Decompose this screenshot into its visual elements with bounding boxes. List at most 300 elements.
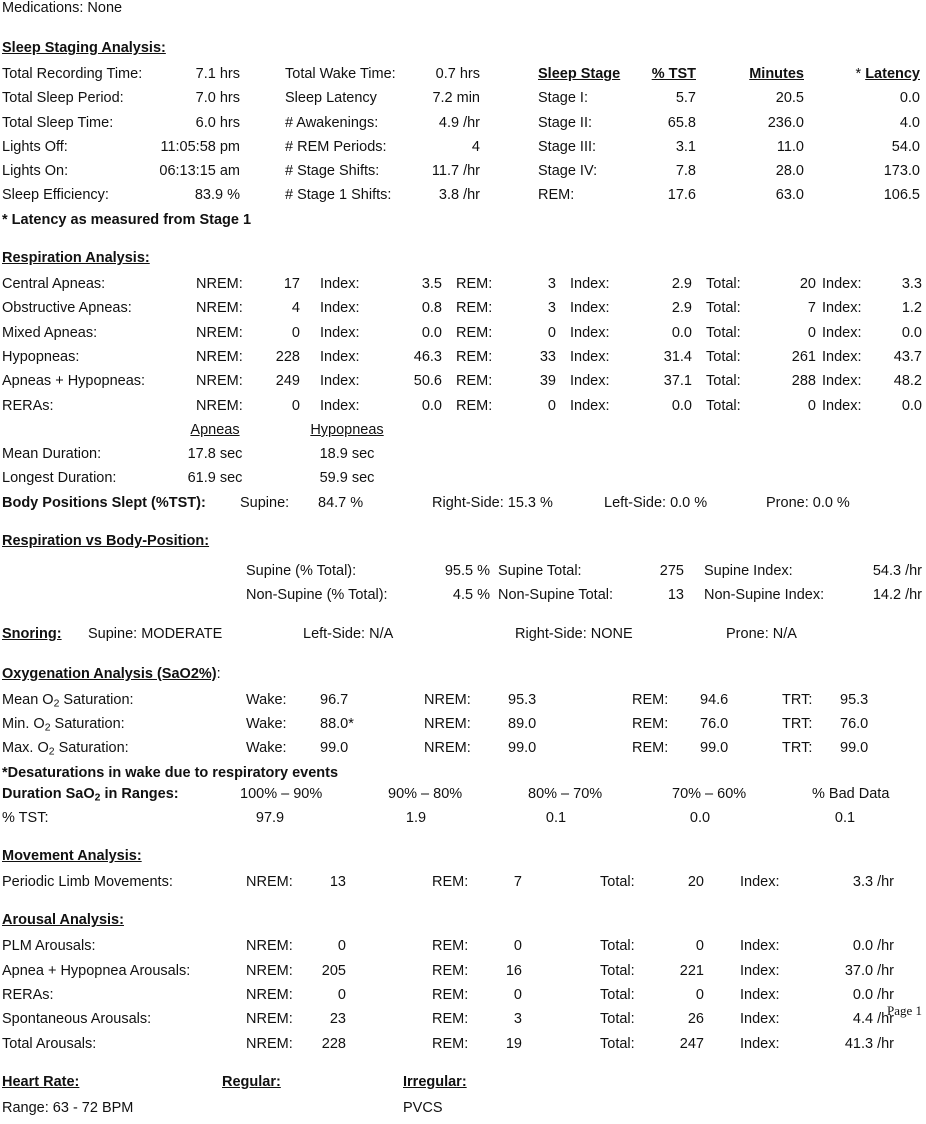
oxygenation-row: [0, 740, 926, 764]
medications-row: [0, 0, 926, 26]
stage-name: Stage II:: [538, 114, 593, 131]
resp-vs-body-row: [0, 587, 926, 611]
trt-label: TRT:: [782, 740, 813, 757]
total-sleep-time-label: Total Sleep Time:: [2, 114, 114, 131]
spacer: [0, 834, 926, 848]
total-label: Total:: [600, 938, 635, 955]
total-label: Total:: [706, 276, 741, 293]
respiration-event-name: Apneas + Hypopneas:: [2, 373, 146, 390]
rem-count: 33: [539, 348, 556, 365]
sleep-staging-heading-row: [0, 40, 926, 66]
max-o2-rem: 99.0: [700, 740, 729, 757]
stage-shifts-label: # Stage Shifts:: [285, 163, 380, 180]
stage-1-shifts-label: # Stage 1 Shifts:: [285, 187, 392, 204]
non-supine-index-value: 14.2 /hr: [872, 587, 922, 604]
arousal-name: Total Arousals:: [2, 1035, 97, 1052]
stage-name: Stage III:: [538, 138, 597, 155]
minutes-header: Minutes: [749, 66, 804, 82]
snoring-row: [0, 626, 926, 656]
total-label: Total:: [600, 1011, 635, 1028]
total-count: 261: [791, 348, 816, 365]
rem-count: 39: [539, 373, 556, 390]
arousal-name: RERAs:: [2, 987, 54, 1004]
supine-index-value: 54.3 /hr: [872, 563, 922, 580]
sao2-tst-value: 0.0: [689, 809, 711, 826]
non-supine-total-label: Non-Supine Total:: [498, 587, 614, 604]
stage-minutes: 20.5: [775, 90, 804, 107]
sao2-ranges-label: [2, 786, 179, 803]
stage-name: Stage I:: [538, 90, 588, 107]
non-supine-pct-value: 4.5 %: [452, 587, 490, 604]
index-label: Index:: [822, 276, 862, 293]
irregular-heading: Irregular:: [403, 1073, 467, 1090]
sleep-staging-row: [0, 187, 926, 211]
pct-tst-header: % TST: [651, 66, 696, 82]
regular-heading: Regular:: [222, 1073, 281, 1090]
index-label: Index:: [740, 938, 780, 955]
snoring-supine: Supine: MODERATE: [88, 625, 223, 642]
body-positions-left-side: Left-Side: 0.0 %: [604, 494, 708, 511]
min-o2-rem: 76.0: [700, 715, 729, 732]
nrem-index: 46.3: [413, 348, 442, 365]
respiration-event-name: Mixed Apneas:: [2, 324, 98, 341]
max-o2-trt: 99.0: [840, 740, 869, 757]
nrem-label: NREM:: [246, 874, 293, 891]
total-count: 20: [799, 276, 816, 293]
respiration-heading-row: [0, 250, 926, 276]
arousal-nrem: 23: [329, 1011, 346, 1028]
rem-label: REM:: [456, 397, 493, 414]
rem-label: REM:: [432, 1011, 469, 1028]
nrem-label: NREM:: [196, 397, 243, 414]
mean-o2-label-post: Saturation:: [59, 691, 134, 708]
arousal-rem: 19: [505, 1035, 522, 1052]
longest-duration-label: Longest Duration:: [2, 470, 117, 487]
trt-label: TRT:: [782, 715, 813, 732]
stage-pct-tst: 3.1: [675, 138, 696, 155]
rem-label: REM:: [632, 740, 669, 757]
total-sleep-period-label: Total Sleep Period:: [2, 90, 124, 107]
resp-vs-body-heading: Respiration vs Body-Position:: [2, 533, 210, 550]
awakenings-value: 4.9 /hr: [438, 114, 480, 131]
index-label: Index:: [740, 1035, 780, 1052]
resp-vs-body-heading-row: [0, 533, 926, 563]
index-label: Index:: [320, 348, 360, 365]
spacer: [0, 236, 926, 250]
rem-label: REM:: [456, 276, 493, 293]
mean-o2-label-sub: 2: [53, 697, 60, 709]
stage-minutes: 236.0: [767, 114, 804, 131]
nrem-count: 4: [291, 300, 300, 317]
arousal-rem: 16: [505, 962, 522, 979]
total-index: 3.3: [901, 276, 922, 293]
apneas-header: Apneas: [190, 421, 240, 438]
non-supine-pct-label: Non-Supine (% Total):: [246, 587, 388, 604]
min-o2-label-sub: 2: [44, 722, 51, 734]
total-index: 48.2: [893, 373, 922, 390]
total-sleep-period-value: 7.0 hrs: [195, 90, 240, 107]
index-label: Index:: [740, 987, 780, 1004]
arousal-index: 41.3 /hr: [844, 1035, 894, 1052]
oxygenation-heading-row: [0, 666, 926, 692]
spacer: [0, 1060, 926, 1074]
body-positions-right-side: Right-Side: 15.3 %: [432, 494, 553, 511]
heart-rate-heading-row: [0, 1074, 926, 1100]
stage-minutes: 28.0: [775, 163, 804, 180]
snoring-heading: Snoring:: [2, 625, 62, 642]
arousal-total: 247: [679, 1035, 704, 1052]
index-label: Index:: [570, 397, 610, 414]
rem-label: REM:: [456, 324, 493, 341]
snoring-right-side: Right-Side: NONE: [515, 625, 633, 642]
max-o2-nrem: 99.0: [508, 740, 537, 757]
sleep-staging-header-row: [0, 66, 926, 90]
sao2-range-header: 90% – 80%: [388, 785, 463, 802]
duration-row: [0, 470, 926, 494]
sao2-ranges-label-sub: 2: [94, 791, 101, 803]
page-footer: Page 1: [886, 1003, 922, 1018]
rem-label: REM:: [456, 373, 493, 390]
sao2-tst-value: 0.1: [834, 809, 856, 826]
nrem-label: NREM:: [246, 1011, 293, 1028]
index-label: Index:: [570, 324, 610, 341]
wake-label: Wake:: [246, 691, 287, 708]
movement-heading: Movement Analysis:: [2, 848, 142, 865]
min-o2-label: [2, 716, 125, 733]
awakenings-label: # Awakenings:: [285, 114, 379, 131]
supine-pct-label: Supine (% Total):: [246, 563, 357, 580]
mean-o2-wake: 96.7: [320, 691, 349, 708]
nrem-index: 50.6: [413, 373, 442, 390]
total-count: 288: [791, 373, 816, 390]
duration-header-row: [0, 422, 926, 446]
mean-duration-hypopneas: 18.9 sec: [319, 446, 375, 463]
stage-pct-tst: 5.7: [675, 90, 696, 107]
respiration-event-name: Hypopneas:: [2, 348, 80, 365]
movement-row: [0, 874, 926, 898]
index-label: Index:: [822, 397, 862, 414]
spacer: [0, 898, 926, 912]
non-supine-total-value: 13: [667, 587, 684, 604]
arousal-total: 221: [679, 962, 704, 979]
plm-index: 3.3 /hr: [852, 874, 894, 891]
supine-total-label: Supine Total:: [498, 563, 582, 580]
sao2-range-header: 70% – 60%: [672, 785, 747, 802]
sao2-tst-label: % TST:: [2, 809, 49, 826]
respiration-row: [0, 300, 926, 324]
mean-o2-trt: 95.3: [840, 691, 869, 708]
min-o2-label-post: Saturation:: [50, 715, 125, 732]
rem-index: 2.9: [671, 300, 692, 317]
min-o2-label-pre: Min. O: [2, 715, 45, 732]
sleep-staging-row: [0, 90, 926, 114]
body-positions-supine-label: Supine:: [240, 494, 290, 511]
sao2-ranges-header-row: [0, 786, 926, 810]
wake-label: Wake:: [246, 740, 287, 757]
arousal-total: 26: [687, 1011, 704, 1028]
nrem-label: NREM:: [196, 276, 243, 293]
stage-latency: 106.5: [883, 187, 920, 204]
arousal-row: [0, 1036, 926, 1060]
wake-label: Wake:: [246, 715, 287, 732]
max-o2-label: [2, 740, 129, 757]
max-o2-wake: 99.0: [320, 740, 349, 757]
arousal-nrem: 205: [321, 962, 346, 979]
sleep-efficiency-label: Sleep Efficiency:: [2, 187, 109, 204]
arousal-row: [0, 963, 926, 987]
total-count: 0: [807, 324, 816, 341]
rem-periods-label: # REM Periods:: [285, 138, 387, 155]
total-index: 1.2: [901, 300, 922, 317]
movement-heading-row: [0, 848, 926, 874]
rem-label: REM:: [432, 1035, 469, 1052]
arousal-total: 0: [695, 938, 704, 955]
nrem-label: NREM:: [246, 938, 293, 955]
sao2-tst-row: [0, 810, 926, 834]
oxygenation-row: [0, 692, 926, 716]
supine-pct-value: 95.5 %: [444, 563, 490, 580]
longest-duration-apneas: 61.9 sec: [187, 470, 243, 487]
duration-row: [0, 446, 926, 470]
lights-off-label: Lights Off:: [2, 138, 68, 155]
lights-on-value: 06:13:15 am: [159, 163, 240, 180]
index-label: Index:: [320, 324, 360, 341]
respiration-heading: Respiration Analysis:: [2, 250, 150, 267]
rem-label: REM:: [432, 987, 469, 1004]
arousal-heading-row: [0, 912, 926, 938]
total-wake-time-label: Total Wake Time:: [285, 66, 396, 82]
stage-pct-tst: 65.8: [667, 114, 696, 131]
sao2-tst-value: 0.1: [545, 809, 567, 826]
total-count: 7: [807, 300, 816, 317]
medications-line: Medications: None: [2, 0, 123, 16]
arousal-rem: 0: [513, 987, 522, 1004]
arousal-index: 37.0 /hr: [844, 962, 894, 979]
stage-latency: 4.0: [899, 114, 920, 131]
lights-on-label: Lights On:: [2, 163, 69, 180]
total-label: Total:: [706, 397, 741, 414]
stage-name: Stage IV:: [538, 163, 598, 180]
total-index: 0.0: [901, 324, 922, 341]
respiration-event-name: Central Apneas:: [2, 276, 106, 293]
min-o2-nrem: 89.0: [508, 715, 537, 732]
total-wake-time-value: 0.7 hrs: [435, 66, 480, 82]
nrem-index: 0.0: [421, 324, 442, 341]
sao2-tst-value: 1.9: [405, 809, 427, 826]
min-o2-wake: 88.0*: [320, 715, 354, 732]
trt-label: TRT:: [782, 691, 813, 708]
oxygenation-row: [0, 716, 926, 740]
respiration-row: [0, 276, 926, 300]
sleep-staging-heading: Sleep Staging Analysis:: [2, 40, 166, 56]
nrem-index: 3.5: [421, 276, 442, 293]
index-label: Index:: [320, 397, 360, 414]
stage-minutes: 11.0: [776, 138, 804, 155]
stage-shifts-value: 11.7 /hr: [431, 163, 480, 180]
rem-count: 3: [547, 276, 556, 293]
respiration-event-name: RERAs:: [2, 397, 54, 414]
nrem-label: NREM:: [424, 715, 471, 732]
total-sleep-time-value: 6.0 hrs: [195, 114, 240, 131]
index-label: Index:: [320, 373, 360, 390]
latency-footnote: * Latency as measured from Stage 1: [2, 211, 252, 228]
arousal-row: [0, 1011, 926, 1035]
rem-index: 0.0: [671, 397, 692, 414]
index-label: Index:: [320, 276, 360, 293]
total-label: Total:: [706, 300, 741, 317]
nrem-count: 0: [291, 324, 300, 341]
stage-1-shifts-value: 3.8 /hr: [438, 187, 480, 204]
nrem-label: NREM:: [246, 962, 293, 979]
arousal-index: 4.4 /hr: [852, 1011, 894, 1028]
index-label: Index:: [822, 300, 862, 317]
nrem-index: 0.8: [421, 300, 442, 317]
arousal-rem: 0: [513, 938, 522, 955]
mean-o2-label-pre: Mean O: [2, 691, 54, 708]
max-o2-label-pre: Max. O: [2, 740, 49, 757]
oxygenation-heading-main: Oxygenation Analysis (SaO2%): [2, 665, 217, 682]
arousal-row: [0, 987, 926, 1011]
total-label: Total:: [706, 324, 741, 341]
supine-total-value: 275: [659, 563, 684, 580]
nrem-count: 228: [275, 348, 300, 365]
plm-total: 20: [687, 874, 704, 891]
heart-rate-values-row: [0, 1100, 926, 1124]
snoring-prone: Prone: N/A: [726, 625, 797, 642]
stage-latency: 0.0: [899, 90, 920, 107]
plm-rem: 7: [513, 874, 522, 891]
total-label: Total:: [706, 373, 741, 390]
nrem-label: NREM:: [424, 691, 471, 708]
desat-note-row: [0, 765, 926, 786]
mean-duration-apneas: 17.8 sec: [187, 446, 243, 463]
index-label: Index:: [740, 962, 780, 979]
min-o2-trt: 76.0: [840, 715, 869, 732]
arousal-nrem: 0: [337, 987, 346, 1004]
nrem-label: NREM:: [196, 348, 243, 365]
lights-off-value: 11:05:58 pm: [160, 138, 240, 155]
nrem-count: 249: [275, 373, 300, 390]
total-label: Total:: [600, 962, 635, 979]
arousal-nrem: 0: [337, 938, 346, 955]
arousal-name: PLM Arousals:: [2, 938, 96, 955]
index-label: Index:: [740, 874, 780, 891]
arousal-index: 0.0 /hr: [852, 938, 894, 955]
oxygenation-heading: [2, 666, 221, 682]
stage-pct-tst: 17.6: [667, 187, 696, 204]
total-label: Total:: [600, 987, 635, 1004]
nrem-label: NREM:: [424, 740, 471, 757]
nrem-label: NREM:: [196, 324, 243, 341]
max-o2-label-post: Saturation:: [54, 740, 129, 757]
hypopneas-header: Hypopneas: [310, 421, 384, 438]
plm-nrem: 13: [329, 874, 346, 891]
respiration-row: [0, 349, 926, 373]
stage-minutes: 63.0: [775, 187, 804, 204]
sao2-range-header: 100% – 90%: [240, 785, 323, 802]
stage-pct-tst: 7.8: [675, 163, 696, 180]
arousal-index: 0.0 /hr: [852, 987, 894, 1004]
heart-rate-heading: Heart Rate:: [2, 1073, 80, 1090]
rem-label: REM:: [432, 962, 469, 979]
body-positions-label: Body Positions Slept (%TST):: [2, 494, 206, 511]
heart-rate-irregular-value: PVCS: [403, 1099, 443, 1116]
nrem-label: NREM:: [246, 1035, 293, 1052]
max-o2-label-sub: 2: [48, 746, 55, 758]
total-index: 0.0: [901, 397, 922, 414]
rem-index: 31.4: [663, 348, 692, 365]
stage-latency: 173.0: [883, 163, 920, 180]
latency-header-word: Latency: [865, 66, 920, 82]
index-label: Index:: [570, 276, 610, 293]
total-index: 43.7: [893, 348, 922, 365]
arousal-heading: Arousal Analysis:: [2, 912, 124, 929]
nrem-count: 17: [283, 276, 300, 293]
sleep-latency-label: Sleep Latency: [285, 90, 377, 107]
index-label: Index:: [320, 300, 360, 317]
nrem-count: 0: [291, 397, 300, 414]
heart-rate-range: Range: 63 - 72 BPM: [2, 1099, 134, 1116]
total-recording-time-label: Total Recording Time:: [2, 66, 143, 82]
sleep-staging-row: [0, 115, 926, 139]
rem-label: REM:: [632, 715, 669, 732]
index-label: Index:: [570, 300, 610, 317]
spacer: [0, 26, 926, 40]
supine-index-label: Supine Index:: [704, 563, 793, 580]
sao2-tst-value: 97.9: [255, 809, 285, 826]
sao2-bad-data-header: % Bad Data: [812, 785, 890, 802]
rem-label: REM:: [456, 348, 493, 365]
arousal-rem: 3: [513, 1011, 522, 1028]
desaturation-note: *Desaturations in wake due to respiratory events: [2, 764, 339, 781]
rem-label: REM:: [432, 938, 469, 955]
arousal-name: Spontaneous Arousals:: [2, 1011, 152, 1028]
oxygenation-heading-colon: :: [216, 665, 221, 682]
resp-vs-body-row: [0, 563, 926, 587]
arousal-name: Apnea + Hypopnea Arousals:: [2, 962, 191, 979]
latency-header-asterisk: *: [855, 66, 866, 82]
total-label: Total:: [706, 348, 741, 365]
rem-periods-value: 4: [471, 138, 480, 155]
sleep-stage-header: Sleep Stage: [538, 66, 621, 82]
respiration-event-name: Obstructive Apneas:: [2, 300, 132, 317]
rem-label: REM:: [456, 300, 493, 317]
sao2-ranges-label-post: in Ranges:: [100, 785, 179, 802]
spacer: [0, 519, 926, 533]
total-label: Total:: [600, 1035, 635, 1052]
mean-o2-rem: 94.6: [700, 691, 729, 708]
spacer: [0, 656, 926, 666]
arousal-nrem: 228: [321, 1035, 346, 1052]
sao2-range-header: 80% – 70%: [528, 785, 603, 802]
rem-index: 2.9: [671, 276, 692, 293]
plm-label: Periodic Limb Movements:: [2, 874, 173, 891]
rem-count: 3: [547, 300, 556, 317]
nrem-label: NREM:: [196, 300, 243, 317]
respiration-row: [0, 398, 926, 422]
arousal-total: 0: [695, 987, 704, 1004]
body-positions-supine-value: 84.7 %: [318, 494, 364, 511]
total-count: 0: [807, 397, 816, 414]
rem-index: 37.1: [663, 373, 692, 390]
body-positions-row: [0, 495, 926, 519]
rem-label: REM:: [632, 691, 669, 708]
nrem-label: NREM:: [246, 987, 293, 1004]
respiration-row: [0, 373, 926, 397]
longest-duration-hypopneas: 59.9 sec: [319, 470, 375, 487]
sleep-efficiency-value: 83.9 %: [194, 187, 240, 204]
snoring-left-side: Left-Side: N/A: [303, 625, 394, 642]
